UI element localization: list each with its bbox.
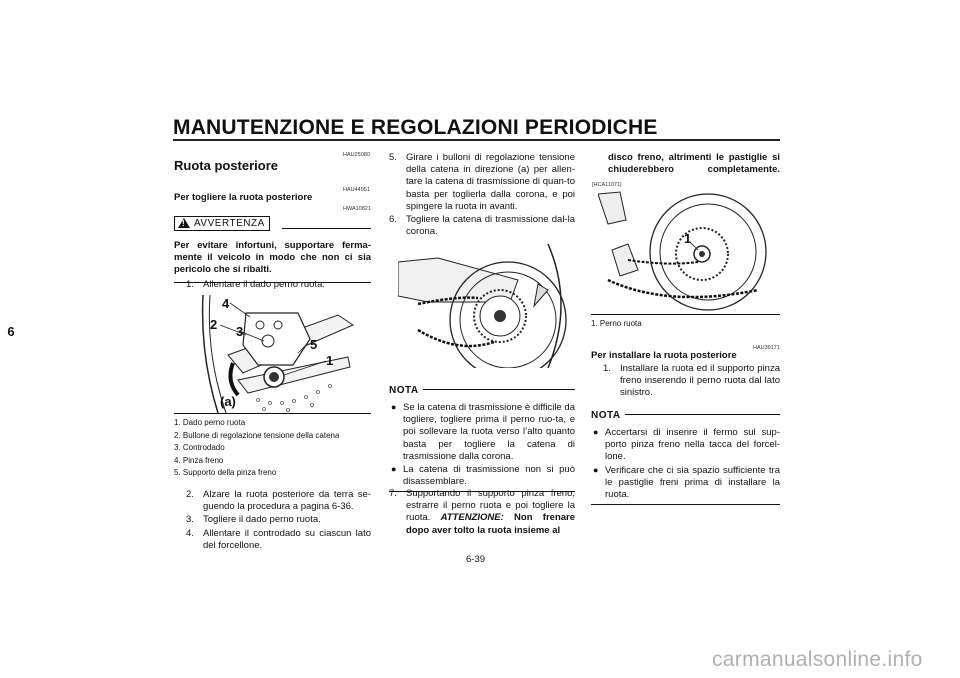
fig3-rule: [591, 314, 780, 315]
fig1-captions: [174, 417, 374, 480]
section-heading: Ruota posteriore: [174, 158, 279, 173]
step-1: 1. Allentare il dado perno ruota.: [186, 279, 325, 290]
warning-label: ! AVVERTENZA: [174, 216, 270, 231]
step-6: 6. Togliere la catena di trasmissione dal-la corona.: [389, 214, 575, 238]
nota-bottom-rule-col3: [591, 504, 780, 505]
warning-rule: [282, 228, 371, 229]
warning-triangle-icon: [178, 218, 190, 228]
fig1-label-3: 3: [236, 324, 244, 339]
caption-2: 2. Bullone di regolazione tensione della catena: [174, 430, 340, 440]
code-hwa10821: HWA10821: [343, 206, 371, 212]
figure-axle: [598, 190, 780, 312]
nota-box-col3: [591, 405, 780, 505]
nota-box-col2: [389, 380, 575, 492]
fig3-caption: 1. Perno ruota: [591, 319, 642, 328]
subheading-remove: Per togliere la ruota posteriore: [174, 192, 313, 203]
watermark: carmanualsonline.info: [712, 648, 923, 671]
title-rule: [173, 139, 780, 141]
step-7: 7. Supportando il supporto pinza freno, estrarre il perno ruota e poi togliere la ruota. ATTENZIONE: Non frenare dopo aver tolto la ruota insieme al: [389, 488, 576, 536]
nota-bullet-1: ● Se la catena di trasmissione è difficile da togliere, togliere prima il perno ruo-ta, e poi sollevare la ruota verso l’alto quanto basta per togliere la catena di trasmissione dalla corona.: [391, 402, 575, 462]
step-2: 2. Alzare la ruota posteriore da terra se-guendo la procedura a pagina 6-36.: [186, 489, 371, 513]
nota-label: NOTA: [389, 385, 419, 396]
caption-1: 1. Dado perno ruota: [174, 418, 246, 427]
code-hca11071: [HCA11071]: [592, 182, 622, 188]
step-3: 3. Togliere il dado perno ruota.: [186, 514, 321, 526]
install-steps: [603, 363, 780, 401]
fig1-label-1: 1: [326, 353, 334, 368]
fig1-label-5: 5: [310, 337, 318, 352]
attention-label: ATTENZIONE:: [440, 512, 504, 524]
chapter-tab: 6: [7, 324, 15, 339]
fig1-label-a: (a): [220, 394, 236, 409]
warning-box: [174, 215, 371, 283]
subheading-install: Per installare la ruota posteriore: [591, 350, 737, 361]
code-hau44951: HAU44951: [343, 187, 370, 193]
caption-3: 3. Controdado: [174, 443, 225, 453]
steps-2-4: [186, 489, 371, 553]
fig1-label-2: 2: [210, 317, 218, 332]
step-4: 4. Allentare il controdado su ciascun lato del forcellone.: [186, 527, 371, 551]
caption-4: 4. Pinza freno: [174, 455, 224, 465]
attention-continued: disco freno, altrimenti le pastiglie si chiuderebbero completamente.: [608, 152, 780, 176]
nota-bullets-col3: [591, 427, 780, 501]
nota-bullet-col3-1: ● Accertarsi di inserire il fermo sul sup-porto pinza freno nella tacca del forcel-lone.: [593, 427, 780, 463]
fig3-label-1: 1: [684, 231, 692, 246]
nota-top-rule-col3: [625, 414, 780, 415]
caption-5: 5. Supporto della pinza freno: [174, 468, 277, 478]
code-hau39171: HAU39171: [753, 345, 780, 351]
step-7-list: [389, 488, 575, 538]
steps-5-6: [389, 152, 575, 239]
figure-wheel-chain: [398, 244, 574, 368]
nota-bullets: [389, 402, 575, 488]
fig1-rule: [174, 413, 371, 414]
page-number: 6-39: [466, 554, 486, 565]
install-step-1: 1. Installare la ruota ed il supporto pinza freno inserendo il perno ruota dal lato sinistro.: [603, 363, 780, 399]
page-title: MANUTENZIONE E REGOLAZIONI PERIODICHE: [173, 116, 658, 139]
warning-text: Per evitare infortuni, supportare ferma-mente il veicolo in modo che non ci sia pericolo che si ribalti.: [174, 240, 371, 276]
step-5: 5. Girare i bulloni di regolazione tensione della catena in direzione (a) per allen-tare la catena di trasmissione di quan-to basta per toglierla dalla corona, e poi spingere la ruota in avanti.: [389, 152, 575, 212]
nota-label-col3: NOTA: [591, 410, 621, 421]
nota-top-rule: [423, 389, 575, 390]
code-hau25080: HAU25080: [343, 152, 370, 158]
nota-bullet-2: ● La catena di trasmissione non si può disassemblare.: [391, 464, 575, 488]
nota-bullet-col3-2: ● Verificare che ci sia spazio sufficiente tra le pastiglie freni prima di installare la ruota.: [593, 464, 780, 501]
fig1-label-4: 4: [222, 296, 230, 311]
